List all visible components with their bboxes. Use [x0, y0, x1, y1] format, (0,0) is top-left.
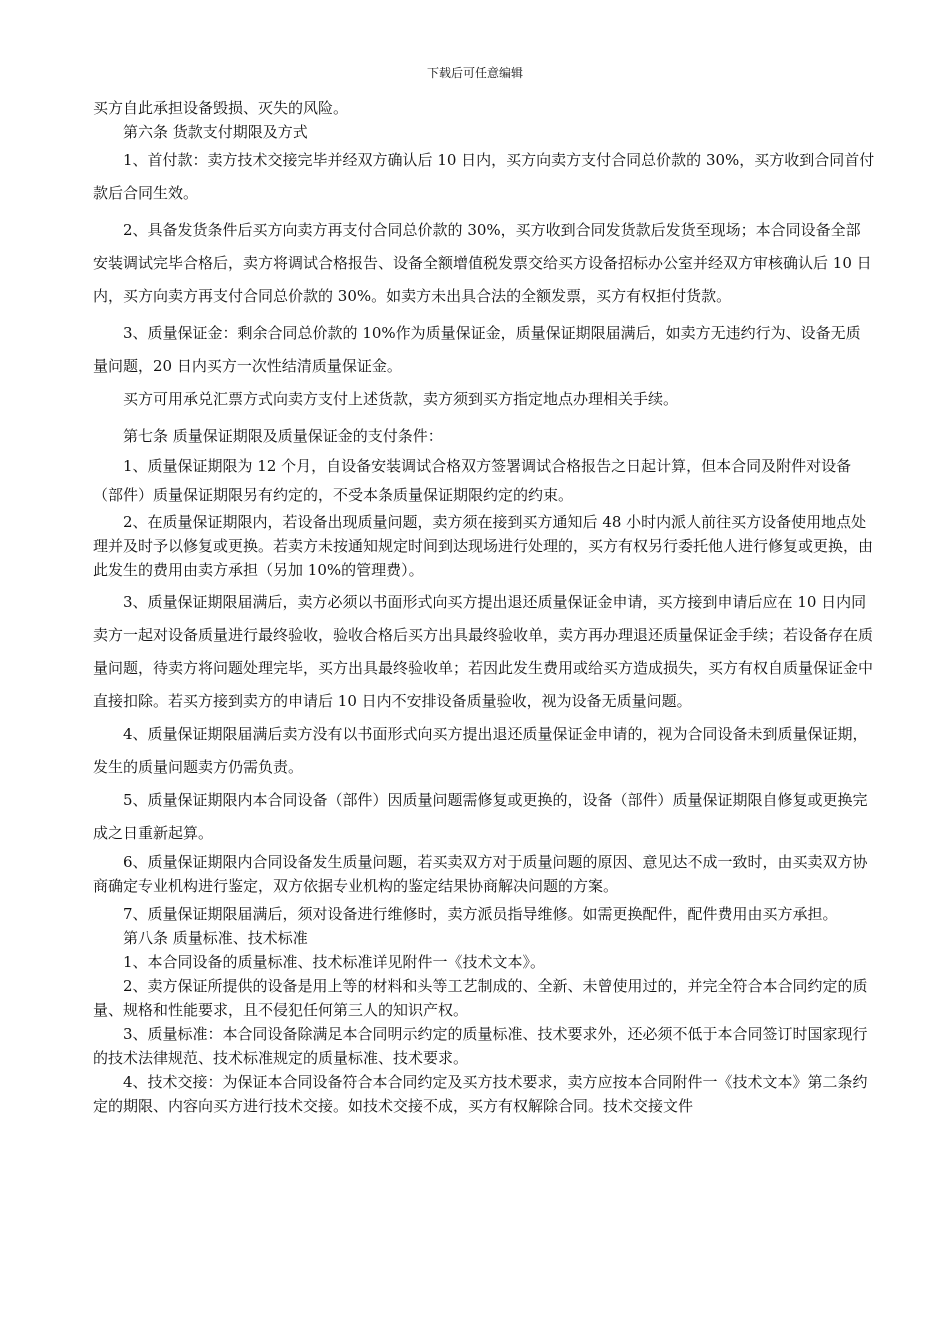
paragraph: 1、首付款：卖方技术交接完毕并经双方确认后 10 日内，买方向卖方支付合同总价款的 30%，买方收到合同首付款后合同生效。 [93, 151, 875, 202]
paragraph: 3、质量保证金：剩余合同总价款的 10%作为质量保证金，质量保证期限届满后，如卖方无违约行为、设备无质量问题，20 日内买方一次性结清质量保证金。 [93, 324, 861, 375]
paragraph: 买方可用承兑汇票方式向卖方支付上述货款，卖方须到买方指定地点办理相关手续。 [123, 390, 679, 408]
paragraph: 2、在质量保证期限内，若设备出现质量问题，卖方须在接到买方通知后 48 小时内派人前往买方设备使用地点处理并及时予以修复或更换。若卖方未按通知规定时间到达现场进行处理的，买方有权另行委托他人进行修复或更换，由此发生的费用由卖方承担（另加 10%的管理费）。 [93, 513, 874, 579]
paragraph: 4、技术交接：为保证本合同设备符合本合同约定及买方技术要求，卖方应按本合同附件一《技术文本》第二条约定的期限、内容向买方进行技术交接。如技术交接不成，买方有权解除合同。技术交接文件 [93, 1073, 868, 1115]
paragraph: 4、质量保证期限届满后卖方没有以书面形式向买方提出退还质量保证金申请的，视为合同设备未到质量保证期，发生的质量问题卖方仍需负责。 [93, 725, 868, 776]
paragraph: 买方自此承担设备毁损、灭失的风险。 [93, 99, 349, 117]
paragraph: 6、质量保证期限内合同设备发生质量问题，若买卖双方对于质量问题的原因、意见达不成一致时，由买卖双方协商确定专业机构进行鉴定，双方依据专业机构的鉴定结果协商解决问题的方案。 [93, 853, 868, 895]
paragraph: 3、质量标准：本合同设备除满足本合同明示约定的质量标准、技术要求外，还必须不低于本合同签订时国家现行的技术法律规范、技术标准规定的质量标准、技术要求。 [93, 1025, 868, 1067]
paragraph: 1、质量保证期限为 12 个月，自设备安装调试合格双方签署调试合格报告之日起计算，但本合同及附件对设备（部件）质量保证期限另有约定的，不受本条质量保证期限约定的约束。 [93, 457, 852, 504]
paragraph: 1、本合同设备的质量标准、技术标准详见附件一《技术文本》。 [123, 953, 546, 971]
paragraph: 2、卖方保证所提供的设备是用上等的材料和头等工艺制成的、全新、未曾使用过的，并完全符合本合同约定的质量、规格和性能要求，且不侵犯任何第三人的知识产权。 [93, 977, 868, 1019]
document-body [93, 96, 875, 1118]
section-heading-7: 第七条 质量保证期限及质量保证金的支付条件： [123, 427, 443, 445]
paragraph: 2、具备发货条件后买方向卖方再支付合同总价款的 30%，买方收到合同发货款后发货至现场；本合同设备全部安装调试完毕合格后，卖方将调试合格报告、设备全额增值税发票交给买方设备招标办公室并经双方审核确认后 10 日内，买方向卖方再支付合同总价款的 30%。如卖方未出具合法的全额发票，买方有权拒付货款。 [93, 221, 872, 305]
section-heading-6: 第六条 货款支付期限及方式 [123, 123, 308, 141]
page-header: 下载后可任意编辑 [426, 66, 523, 80]
paragraph: 7、质量保证期限届满后，须对设备进行维修时，卖方派员指导维修。如需更换配件，配件费用由买方承担。 [123, 905, 838, 923]
paragraph: 5、质量保证期限内本合同设备（部件）因质量问题需修复或更换的，设备（部件）质量保证期限自修复或更换完成之日重新起算。 [93, 791, 868, 842]
paragraph: 3、质量保证期限届满后，卖方必须以书面形式向买方提出退还质量保证金申请，买方接到申请后应在 10 日内同卖方一起对设备质量进行最终验收，验收合格后买方出具最终验收单，卖方再办理退还质量保证金手续；若设备存在质量问题，待卖方将问题处理完毕，买方出具最终验收单；若因此发生费用或给买方造成损失，买方有权自质量保证金中直接扣除。若买方接到卖方的申请后 10 日内不安排设备质量验收，视为设备无质量问题。 [93, 593, 874, 710]
section-heading-8: 第八条 质量标准、技术标准 [123, 929, 308, 947]
